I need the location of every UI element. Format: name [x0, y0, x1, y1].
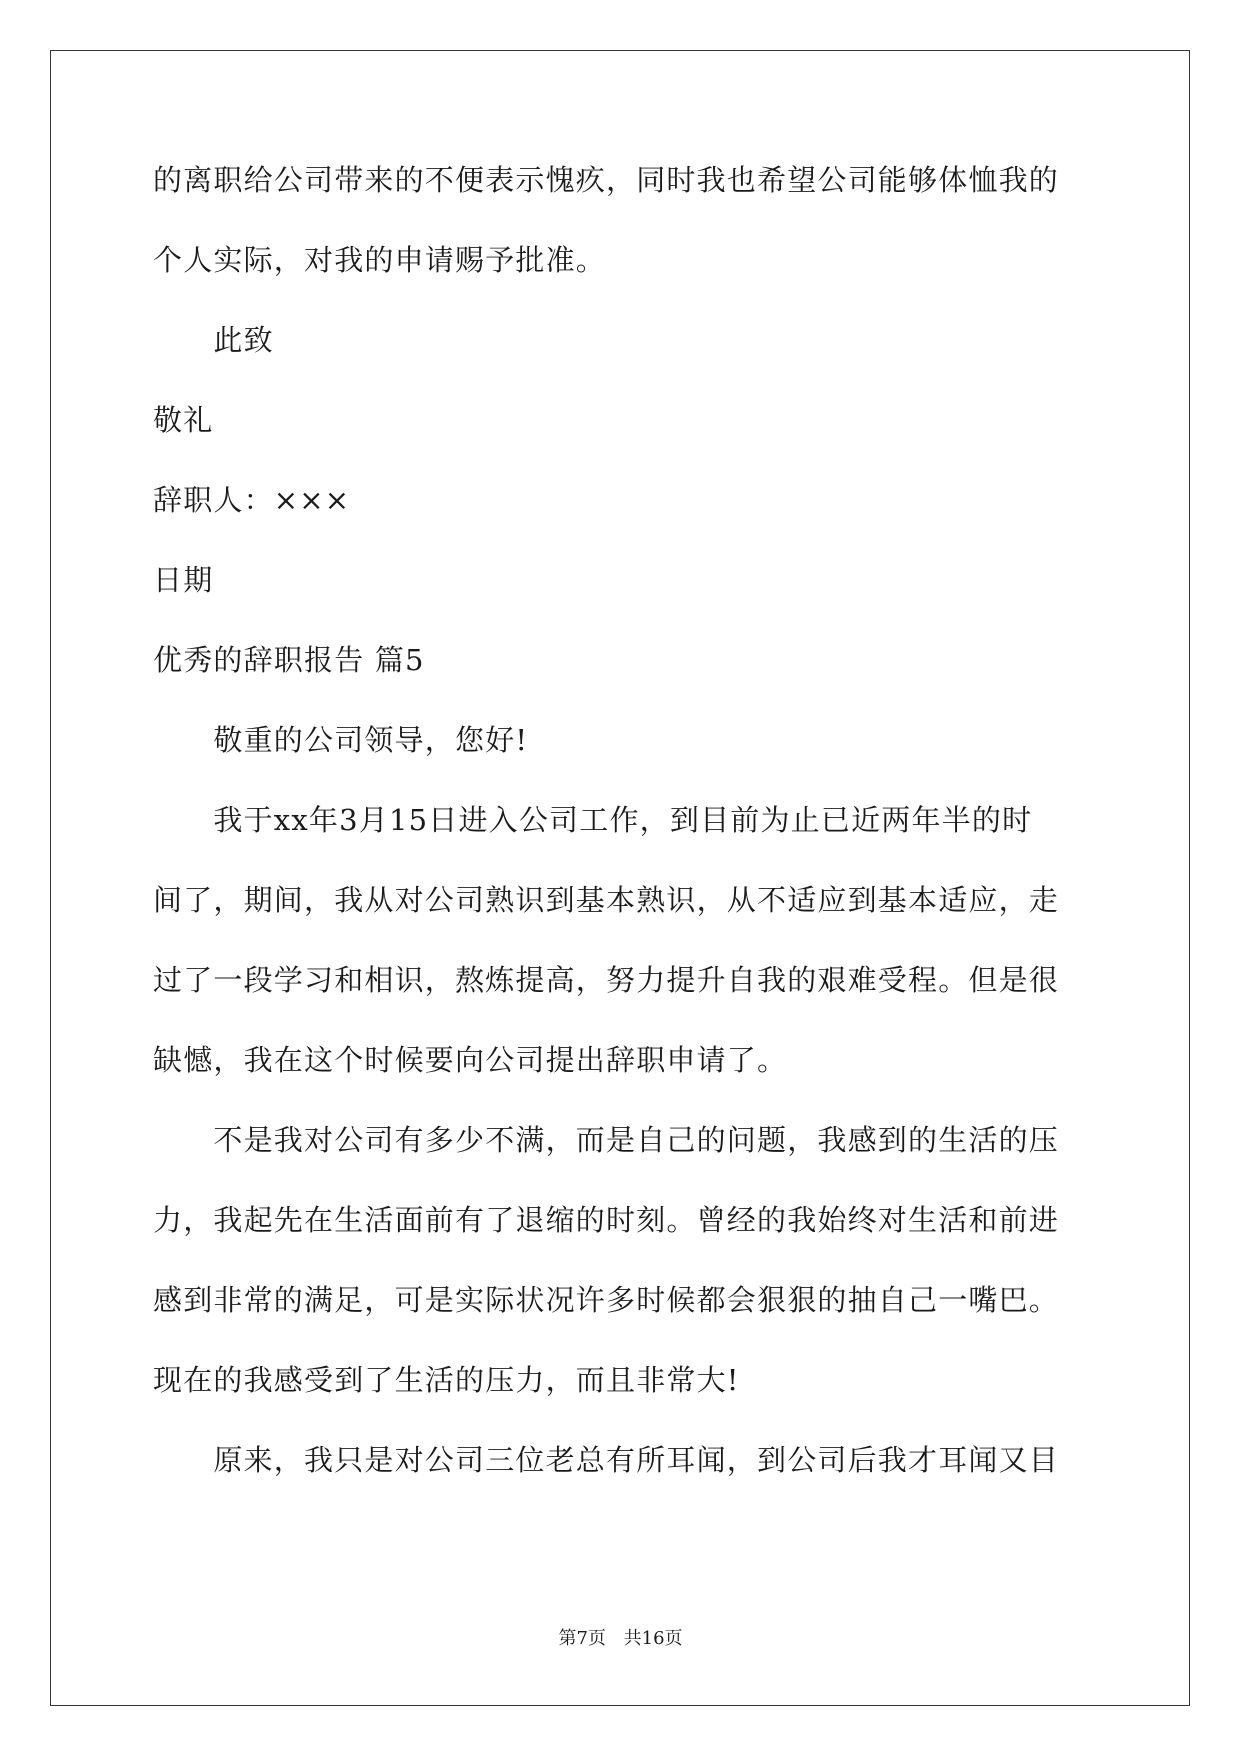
text-line: 缺憾，我在这个时候要向公司提出辞职申请了。: [153, 1043, 788, 1077]
text-line: 原来，我只是对公司三位老总有所耳闻，到公司后我才耳闻又目: [153, 1443, 1060, 1477]
date-line: 日期: [153, 563, 214, 597]
page-total: 共16页: [623, 1628, 683, 1649]
section-heading: 优秀的辞职报告 篇5: [153, 643, 425, 677]
text-line: 我于xx年3月15日进入公司工作，到目前为止已近两年半的时: [153, 803, 1033, 837]
document-body: [153, 160, 1093, 1480]
text-line: 间了，期间，我从对公司熟识到基本熟识，从不适应到基本适应，走: [153, 883, 1060, 917]
page-footer: [0, 1627, 1241, 1651]
text-line: 不是我对公司有多少不满，而是自己的问题，我感到的生活的压: [153, 1123, 1060, 1157]
page-number: 第7页: [558, 1628, 606, 1649]
greeting-line: 敬重的公司领导，您好!: [153, 723, 529, 757]
text-line: 感到非常的满足，可是实际状况许多时候都会狠狠的抽自己一嘴巴。: [153, 1283, 1060, 1317]
signature-line: 辞职人：×××: [153, 483, 351, 517]
text-line: 现在的我感受到了生活的压力，而且非常大!: [153, 1363, 740, 1397]
closing-salutation: 此致: [153, 323, 274, 357]
text-line: 个人实际，对我的申请赐予批准。: [153, 243, 607, 277]
text-line: 的离职给公司带来的不便表示愧疚，同时我也希望公司能够体恤我的: [153, 163, 1060, 197]
text-line: 力，我起先在生活面前有了退缩的时刻。曾经的我始终对生活和前进: [153, 1203, 1060, 1237]
text-line: 过了一段学习和相识，熬炼提高，努力提升自我的艰难受程。但是很: [153, 963, 1060, 997]
closing-regards: 敬礼: [153, 403, 214, 437]
